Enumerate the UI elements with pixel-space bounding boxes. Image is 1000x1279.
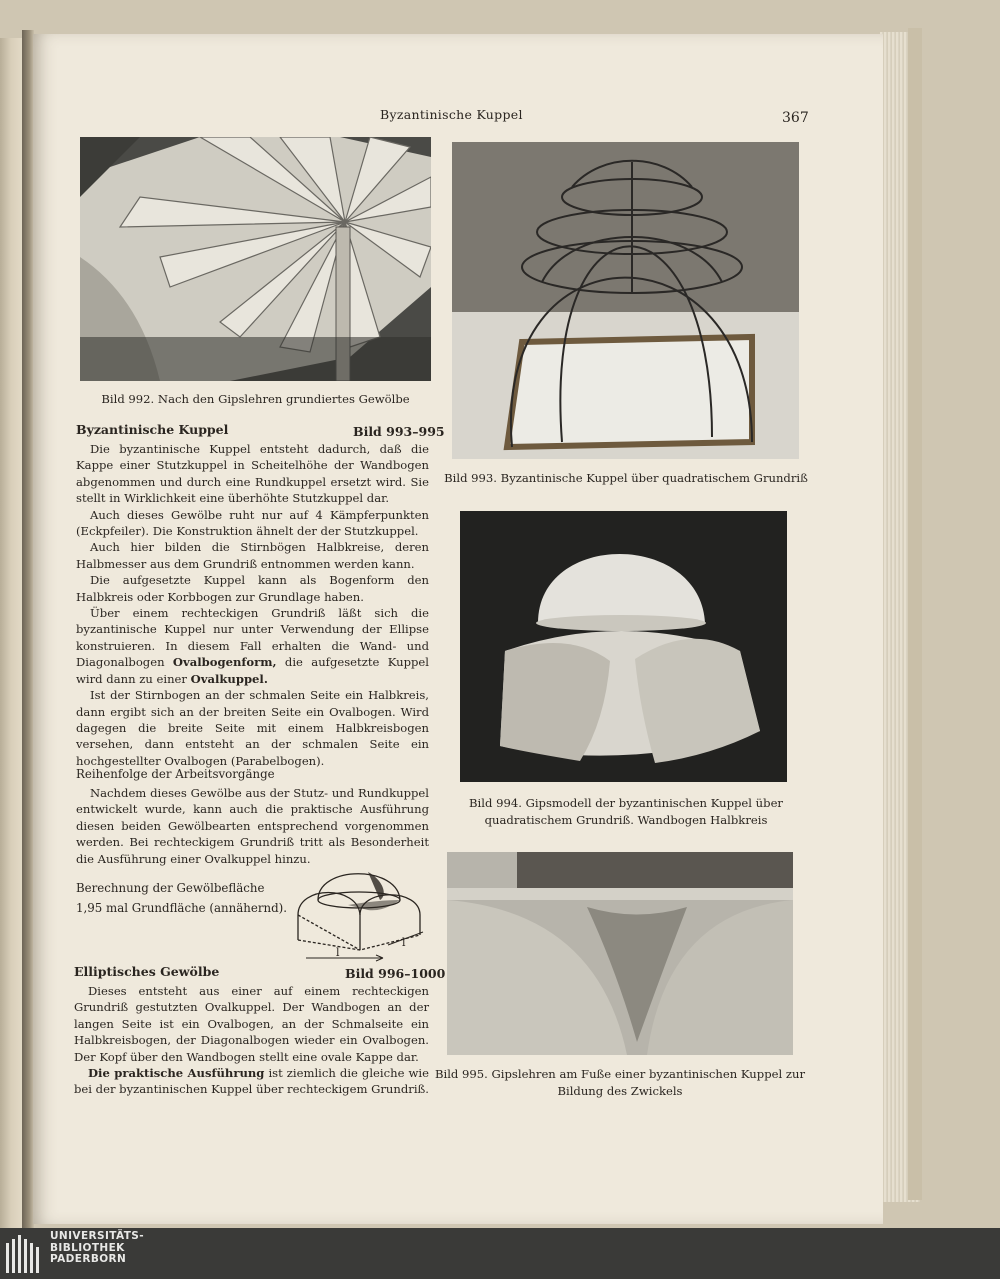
section-title-byzantine-dome: Byzantinische Kuppel [76, 422, 229, 437]
caption-994-line1: Bild 994. Gipsmodell der byzantinischen Kuppel über [469, 796, 783, 810]
library-name-line3: PADERBORN [50, 1253, 127, 1265]
text-run: die aufgesetzte Kuppel wird dann zu einer [76, 655, 429, 686]
paragraph: Nachdem dieses Gewölbe aus der Stutz- und Rundkuppel entwickelt wurde, kann auch die praktische Ausführung diesen beiden Gewölbearten entsprechend vorgenommen werden. Bei rechteckigem Grundriß tritt als Besonderheit die Ausführung einer Ovalkuppel hinzu. [76, 786, 429, 866]
paragraph-oval [76, 605, 429, 687]
diagram-label-width: l [402, 936, 406, 949]
section-title-work-order: Reihenfolge der Arbeitsvorgänge [76, 767, 275, 781]
text-run: ist ziemlich die gleiche wie bei der byzantinischen Kuppel über rechteckigem Grundriß. [74, 1066, 429, 1097]
diagram-label-length: l [336, 946, 340, 959]
caption-995 [434, 1066, 806, 1100]
paragraph-practical [74, 1065, 429, 1098]
caption-995-line1: Bild 995. Gipslehren am Fuße einer byzantinischen Kuppel zur [434, 1067, 805, 1081]
bold-term: Ovalbogenform, [172, 655, 277, 670]
dome-sketch-diagram [288, 860, 433, 968]
bold-term: Die praktische Ausführung [88, 1066, 265, 1081]
text-run: Über einem rechteckigen Grundriß läßt sich die byzantinische Kuppel nur unter Verwendung der Ellipse konstruieren. In diesem Fall erhalten die Wand- und Diagonalbogen [76, 606, 429, 670]
caption-995-line2: Bildung des Zwickels [557, 1084, 683, 1098]
library-name-line2: BIBLIOTHEK [50, 1241, 125, 1254]
section-title-elliptic-vault: Elliptisches Gewölbe [74, 964, 220, 979]
running-head: Byzantinische Kuppel [380, 107, 523, 122]
paragraph: Die byzantinische Kuppel entsteht dadurch, daß die Kappe einer Stutzkuppel in Scheitelhöhe der Wandbogen abgenommen und durch eine Rundkuppel ersetzt wird. Sie stellt in Wirklichkeit eine überhöhte Stutzkuppel dar. [76, 442, 429, 506]
section1-body [76, 441, 429, 769]
photo-992-vault [80, 137, 431, 381]
library-name-line1: UNIVERSITÄTS- [50, 1230, 145, 1242]
paragraph: Auch hier bilden die Stirnbögen Halbkreise, deren Halbmesser aus dem Grundriß entnommen werden kann. [76, 540, 429, 571]
section-ref-996-1000: Bild 996–1000 [345, 966, 446, 981]
photo-993-wire-dome [452, 142, 799, 459]
paragraph: Auch dieses Gewölbe ruht nur auf 4 Kämpferpunkten (Eckpfeiler). Die Konstruktion ähnelt der der Stutzkuppel. [76, 507, 429, 539]
caption-994-line2: quadratischem Grundriß. Wandbogen Halbkreis [484, 813, 768, 827]
page-number: 367 [782, 110, 809, 126]
area-formula-text: 1,95 mal Grundfläche (annähernd). [76, 901, 287, 915]
paragraph: Dieses entsteht aus einer auf einem rechteckigen Grundriß gestutzten Ovalkuppel. Der Wandbogen an der langen Seite ist ein Ovalbogen, an der Schmalseite ein Halbkreisbogen, der Diagonalbogen wieder ein Ovalbogen. Der Kopf über den Wandbogen stellt eine ovale Kappe dar. [74, 984, 429, 1064]
section-ref-993-995: Bild 993–995 [353, 424, 445, 439]
section4-body [74, 983, 429, 1098]
paragraph: Die aufgesetzte Kuppel kann als Bogenform den Halbkreis oder Korbbogen zur Grundlage haben. [76, 573, 429, 604]
caption-993: Bild 993. Byzantinische Kuppel über quadratischem Grundriß [444, 471, 808, 485]
caption-992: Bild 992. Nach den Gipslehren grundiertes Gewölbe [101, 392, 410, 406]
caption-994 [440, 795, 812, 829]
section2-body [76, 785, 429, 867]
paragraph: Ist der Stirnbogen an der schmalen Seite ein Halbkreis, dann ergibt sich an der breiten Seite ein Ovalbogen. Wird dagegen die breite Seite mit einem Halbkreisbogen versehen, dann entsteht an der schmalen Seite ein hochgestellter Ovalbogen (Parabelbogen). [76, 688, 429, 768]
bold-term: Ovalkuppel. [190, 671, 268, 686]
photo-995-pendentive [447, 852, 793, 1055]
library-logo-icon [4, 1233, 46, 1275]
section-title-area-calc: Berechnung der Gewölbefläche [76, 881, 265, 895]
photo-994-gypsum-model [460, 511, 787, 782]
library-footer-bar [0, 1228, 1000, 1279]
library-name [50, 1231, 144, 1266]
cover-edge [908, 28, 922, 1200]
